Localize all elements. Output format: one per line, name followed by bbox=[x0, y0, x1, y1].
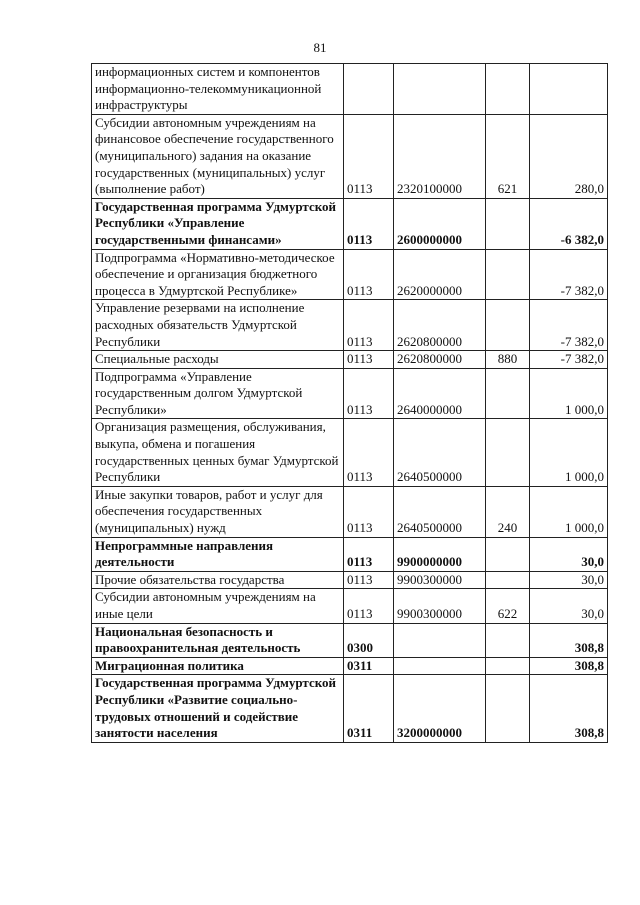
amount-cell: -7 382,0 bbox=[530, 351, 608, 369]
table-row bbox=[92, 368, 608, 419]
expense-type-cell bbox=[486, 419, 530, 486]
row-name-cell: Организация размещения, обслуживания, выкупа, обмена и погашения государственных ценных бумаг Удмуртской Республики bbox=[92, 419, 344, 486]
row-name-cell: Специальные расходы bbox=[92, 351, 344, 369]
section-code-cell: 0113 bbox=[344, 486, 394, 537]
expense-type-cell bbox=[486, 198, 530, 249]
target-article-cell: 2620800000 bbox=[394, 351, 486, 369]
target-article-cell: 9900300000 bbox=[394, 589, 486, 623]
row-name-cell: Подпрограмма «Нормативно-методическое обеспечение и организация бюджетного процесса в Удмуртской Республике» bbox=[92, 249, 344, 300]
table-row bbox=[92, 486, 608, 537]
target-article-cell: 2320100000 bbox=[394, 114, 486, 198]
target-article-cell: 2600000000 bbox=[394, 198, 486, 249]
amount-cell: 30,0 bbox=[530, 571, 608, 589]
section-code-cell: 0113 bbox=[344, 300, 394, 351]
expense-type-cell bbox=[486, 300, 530, 351]
amount-cell bbox=[530, 64, 608, 115]
table-row bbox=[92, 675, 608, 742]
target-article-cell: 2640000000 bbox=[394, 368, 486, 419]
row-name-cell: Подпрограмма «Управление государственным долгом Удмуртской Республики» bbox=[92, 368, 344, 419]
expense-type-cell: 622 bbox=[486, 589, 530, 623]
section-code-cell: 0113 bbox=[344, 351, 394, 369]
expense-type-cell bbox=[486, 368, 530, 419]
table-row bbox=[92, 589, 608, 623]
table-row bbox=[92, 537, 608, 571]
target-article-cell bbox=[394, 64, 486, 115]
row-name-cell: Субсидии автономным учреждениям на иные цели bbox=[92, 589, 344, 623]
amount-cell: 1 000,0 bbox=[530, 368, 608, 419]
row-name-cell: информационных систем и компонентов информационно-телекоммуникационной инфраструктуры bbox=[92, 64, 344, 115]
amount-cell: 30,0 bbox=[530, 537, 608, 571]
expense-type-cell bbox=[486, 675, 530, 742]
target-article-cell: 2620000000 bbox=[394, 249, 486, 300]
expense-type-cell bbox=[486, 64, 530, 115]
row-name-cell: Миграционная политика bbox=[92, 657, 344, 675]
section-code-cell: 0300 bbox=[344, 623, 394, 657]
expense-type-cell bbox=[486, 571, 530, 589]
row-name-cell: Прочие обязательства государства bbox=[92, 571, 344, 589]
table-row bbox=[92, 623, 608, 657]
section-code-cell: 0311 bbox=[344, 675, 394, 742]
target-article-cell: 3200000000 bbox=[394, 675, 486, 742]
table-row bbox=[92, 64, 608, 115]
amount-cell: -6 382,0 bbox=[530, 198, 608, 249]
section-code-cell: 0113 bbox=[344, 368, 394, 419]
target-article-cell: 9900300000 bbox=[394, 571, 486, 589]
section-code-cell: 0113 bbox=[344, 537, 394, 571]
section-code-cell: 0113 bbox=[344, 571, 394, 589]
amount-cell: 308,8 bbox=[530, 657, 608, 675]
target-article-cell bbox=[394, 623, 486, 657]
section-code-cell: 0113 bbox=[344, 198, 394, 249]
target-article-cell: 9900000000 bbox=[394, 537, 486, 571]
section-code-cell: 0311 bbox=[344, 657, 394, 675]
amount-cell: 30,0 bbox=[530, 589, 608, 623]
amount-cell: -7 382,0 bbox=[530, 300, 608, 351]
table-row bbox=[92, 249, 608, 300]
row-name-cell: Государственная программа Удмуртской Республики «Управление государственными финансами» bbox=[92, 198, 344, 249]
row-name-cell: Управление резервами на исполнение расходных обязательств Удмуртской Республики bbox=[92, 300, 344, 351]
table-row bbox=[92, 114, 608, 198]
row-name-cell: Государственная программа Удмуртской Республики «Развитие социально-трудовых отношений и содействие занятости населения bbox=[92, 675, 344, 742]
expense-type-cell: 240 bbox=[486, 486, 530, 537]
amount-cell: 308,8 bbox=[530, 623, 608, 657]
target-article-cell: 2640500000 bbox=[394, 419, 486, 486]
section-code-cell bbox=[344, 64, 394, 115]
row-name-cell: Субсидии автономным учреждениям на финансовое обеспечение государственного (муниципального) задания на оказание государственных (муниципальных) услуг (выполнение работ) bbox=[92, 114, 344, 198]
expense-type-cell bbox=[486, 623, 530, 657]
table-row bbox=[92, 419, 608, 486]
section-code-cell: 0113 bbox=[344, 114, 394, 198]
table-row bbox=[92, 351, 608, 369]
section-code-cell: 0113 bbox=[344, 419, 394, 486]
table-row bbox=[92, 571, 608, 589]
expense-type-cell bbox=[486, 537, 530, 571]
expense-type-cell: 880 bbox=[486, 351, 530, 369]
row-name-cell: Иные закупки товаров, работ и услуг для обеспечения государственных (муниципальных) нужд bbox=[92, 486, 344, 537]
row-name-cell: Национальная безопасность и правоохранительная деятельность bbox=[92, 623, 344, 657]
target-article-cell: 2620800000 bbox=[394, 300, 486, 351]
target-article-cell: 2640500000 bbox=[394, 486, 486, 537]
amount-cell: 280,0 bbox=[530, 114, 608, 198]
budget-table bbox=[91, 63, 608, 743]
expense-type-cell bbox=[486, 657, 530, 675]
expense-type-cell bbox=[486, 249, 530, 300]
table-row bbox=[92, 657, 608, 675]
amount-cell: 1 000,0 bbox=[530, 486, 608, 537]
amount-cell: -7 382,0 bbox=[530, 249, 608, 300]
target-article-cell bbox=[394, 657, 486, 675]
page-number: 81 bbox=[313, 40, 327, 55]
amount-cell: 308,8 bbox=[530, 675, 608, 742]
row-name-cell: Непрограммные направления деятельности bbox=[92, 537, 344, 571]
expense-type-cell: 621 bbox=[486, 114, 530, 198]
table-row bbox=[92, 300, 608, 351]
section-code-cell: 0113 bbox=[344, 589, 394, 623]
amount-cell: 1 000,0 bbox=[530, 419, 608, 486]
section-code-cell: 0113 bbox=[344, 249, 394, 300]
table-row bbox=[92, 198, 608, 249]
